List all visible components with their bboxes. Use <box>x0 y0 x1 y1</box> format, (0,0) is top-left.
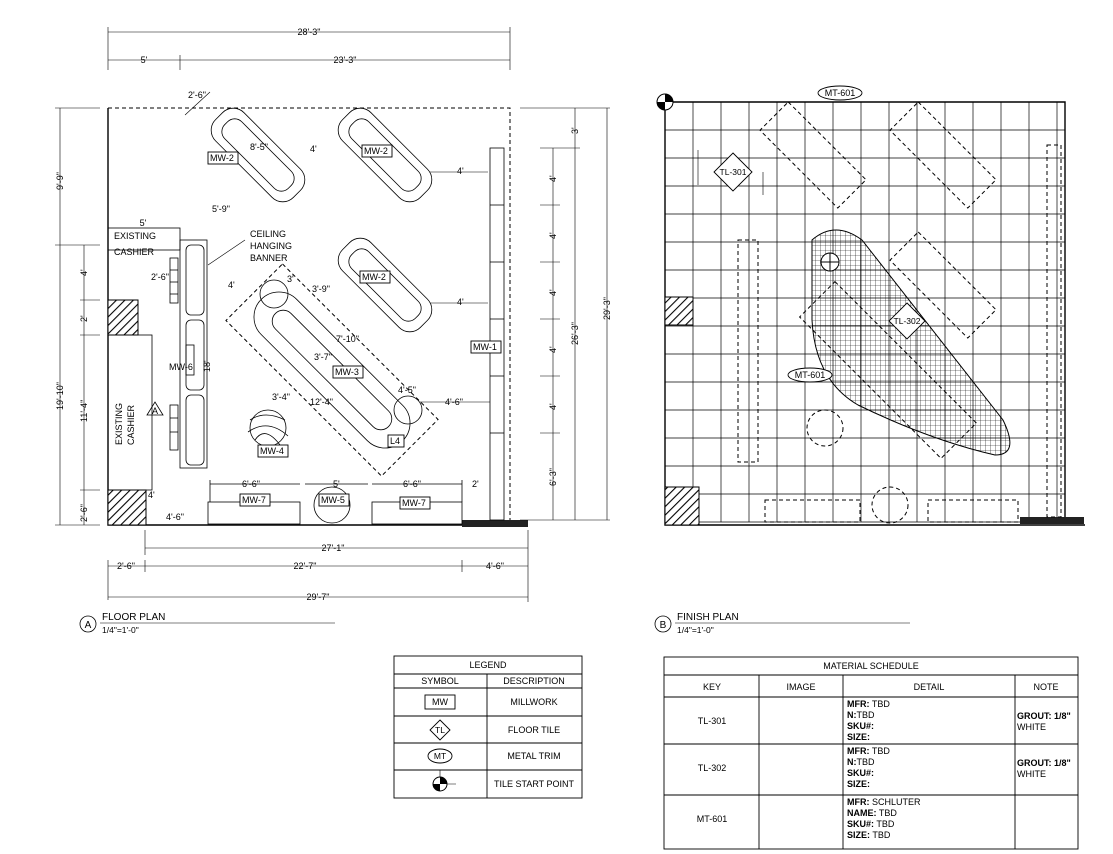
existing-cashier-side-label-1: EXISTING <box>114 402 124 445</box>
dim-66a: 6'-6" <box>242 479 260 489</box>
schedule-detail-line: SKU#: TBD <box>847 819 895 829</box>
schedule-detail-line: NAME: TBD <box>847 808 897 818</box>
floor-plan-scale: 1/4"=1'-0" <box>102 625 139 635</box>
finish-column-lower <box>665 487 699 525</box>
dim-right-a: 4' <box>548 175 558 182</box>
banner-label-1: CEILING <box>250 229 287 239</box>
legend-mt-desc: METAL TRIM <box>507 751 561 761</box>
dim-right-top: 3' <box>570 127 580 134</box>
dim-left-top: 9'-9" <box>55 172 65 190</box>
legend-mw-desc: MILLWORK <box>510 697 558 707</box>
existing-cashier-side-label-2: CASHIER <box>126 404 136 445</box>
dim-top-right: 23'-3" <box>333 55 357 65</box>
dim-right-lower: 6'-3" <box>548 468 558 486</box>
floor-plan-title: FLOOR PLAN <box>102 612 166 623</box>
dim-5b: 5' <box>333 479 340 489</box>
schedule-key: TL-302 <box>697 763 727 773</box>
dim-2b: 2' <box>472 479 479 489</box>
wall-stub <box>462 520 528 527</box>
dim-right-d: 4' <box>548 346 558 353</box>
mw2-tag-a: MW-2 <box>210 153 234 163</box>
dim-five: 5' <box>139 218 147 228</box>
legend-tl-symbol: TL <box>435 725 445 735</box>
mw6-tag: MW-6 <box>169 362 193 372</box>
dim-4a: 4' <box>310 144 317 154</box>
dim-59: 5'-9" <box>212 204 230 214</box>
room-outline-dashed <box>108 108 510 520</box>
mw1-tag: MW-1 <box>473 342 497 352</box>
schedule-detail-line: SKU#: <box>847 768 875 778</box>
legend-title: LEGEND <box>469 660 507 670</box>
tag-a: A <box>152 406 159 416</box>
existing-cashier-top-label-1: EXISTING <box>114 231 157 241</box>
mt601-left-tag: MT-601 <box>794 370 826 380</box>
schedule-detail-line: SIZE: TBD <box>847 830 891 840</box>
finish-plan-scale: 1/4"=1'-0" <box>677 625 714 635</box>
dim-4-left: 4' <box>228 280 235 290</box>
dim-right-b: 4' <box>548 232 558 239</box>
finish-wall-stub <box>1020 517 1084 524</box>
finish-column-upper <box>665 297 693 325</box>
legend-tl-desc: FLOOR TILE <box>507 725 561 735</box>
banner-label-2: HANGING <box>250 241 293 251</box>
floor-plan-marker: A <box>84 620 92 631</box>
dim-710: 7'-10" <box>336 334 359 344</box>
mw5-tag: MW-5 <box>321 495 345 505</box>
schedule-note-color: WHITE <box>1017 769 1046 779</box>
dim-left-d: 2'-6" <box>79 504 89 522</box>
finish-plan-marker: B <box>659 620 667 631</box>
l4-tag: L4 <box>390 436 401 446</box>
right-dimensions <box>520 108 610 520</box>
mw3-display <box>226 264 438 476</box>
schedule-key: MT-601 <box>696 814 728 824</box>
legend-table <box>394 656 582 798</box>
banner-label-3: BANNER <box>250 253 288 263</box>
dim-4v: 4' <box>148 490 155 500</box>
mw3-tag: MW-3 <box>335 367 359 377</box>
schedule-detail-line: SIZE: <box>847 779 871 789</box>
dim-top-left: 5' <box>140 55 148 65</box>
material-schedule-table <box>664 657 1078 849</box>
dim-left-a: 4' <box>79 269 89 276</box>
finish-plan-title: FINISH PLAN <box>677 612 739 623</box>
dim-left-b: 2' <box>79 315 89 322</box>
legend-header-symbol: SYMBOL <box>421 676 459 686</box>
dim-right-e: 4' <box>548 403 558 410</box>
dim-45: 4'-5" <box>398 385 416 395</box>
schedule-detail-line: N:TBD <box>847 757 875 767</box>
schedule-note-color: WHITE <box>1017 722 1046 732</box>
schedule-header-detail: DETAIL <box>913 682 945 692</box>
dim-26-top: 2'-6" <box>188 90 206 100</box>
mw4-tag: MW-4 <box>260 446 284 456</box>
dim-124: 12'-4" <box>310 397 333 407</box>
schedule-detail-line: MFR: SCHLUTER <box>847 797 921 807</box>
dim-3: 3' <box>287 274 294 284</box>
column-hatch-upper <box>108 300 138 335</box>
tl301-tag: TL-301 <box>719 167 747 177</box>
floor-plan <box>55 27 612 635</box>
schedule-note-grout: GROUT: 1/8" <box>1017 711 1071 721</box>
dim-34: 3'-4" <box>272 392 290 402</box>
dim-bottom-mid: 22'-7" <box>293 561 317 571</box>
legend-tile-start-desc: TILE START POINT <box>493 779 575 789</box>
room-wall <box>108 108 528 525</box>
legend-mt-symbol: MT <box>433 751 447 761</box>
dim-bottom-right: 4'-6" <box>486 561 504 571</box>
legend-mw-symbol: MW <box>432 697 448 707</box>
mt601-top-tag: MT-601 <box>824 88 856 98</box>
dim-26-diag: 2'-6" <box>151 272 169 282</box>
schedule-detail-line: MFR: TBD <box>847 699 890 709</box>
dim-4c: 4' <box>457 297 464 307</box>
mw2-bench-c <box>332 232 438 338</box>
schedule-detail-line: MFR: TBD <box>847 746 890 756</box>
mw2-tag-b: MW-2 <box>364 146 388 156</box>
dim-bottom-left: 2'-6" <box>117 561 135 571</box>
mw1-shelving <box>490 148 504 520</box>
mw6-wall-unit <box>170 240 207 468</box>
column-hatch-lower <box>108 490 146 525</box>
dim-right-mid: 26'-3" <box>570 322 580 345</box>
dim-66b: 6'-6" <box>403 479 421 489</box>
schedule-key: TL-301 <box>697 716 727 726</box>
existing-cashier-top-label-2: CASHIER <box>114 247 155 257</box>
dim-4b: 4' <box>457 166 464 176</box>
schedule-detail-line: N:TBD <box>847 710 875 720</box>
legend-header-description: DESCRIPTION <box>503 676 565 686</box>
dim-18: 18' <box>202 360 212 372</box>
dim-85: 8'-5" <box>250 142 268 152</box>
schedule-note-grout: GROUT: 1/8" <box>1017 758 1071 768</box>
schedule-header-note: NOTE <box>1033 682 1059 692</box>
schedule-header-image: IMAGE <box>786 682 816 692</box>
schedule-detail-line: SIZE: <box>847 732 871 742</box>
tl302-tag: TL-302 <box>893 316 921 326</box>
mw4-plant <box>248 410 288 446</box>
schedule-detail-line: SKU#: <box>847 721 875 731</box>
dim-37: 3'-7" <box>314 352 332 362</box>
dim-left-overall: 19'-10" <box>55 382 65 410</box>
dim-bottom-overall: 29'-7" <box>306 592 330 602</box>
left-dimensions <box>55 108 100 525</box>
dim-46: 4'-6" <box>445 397 463 407</box>
dim-overall-top: 28'-3" <box>297 27 321 37</box>
finish-plan <box>655 86 1085 635</box>
dim-46b: 4'-6" <box>166 512 184 522</box>
mw2-tag-c: MW-2 <box>362 272 386 282</box>
schedule-title: MATERIAL SCHEDULE <box>823 661 919 671</box>
dim-bottom-a: 27'-1" <box>321 543 345 553</box>
dim-39: 3'-9" <box>312 284 330 294</box>
dim-left-c: 11'-4" <box>79 399 89 422</box>
mw7-tag-a: MW-7 <box>242 495 266 505</box>
mw7-tag-b: MW-7 <box>402 498 426 508</box>
schedule-header-key: KEY <box>702 682 722 692</box>
dim-right-c: 4' <box>548 289 558 296</box>
dim-right-overall: 29'-3" <box>602 297 612 320</box>
